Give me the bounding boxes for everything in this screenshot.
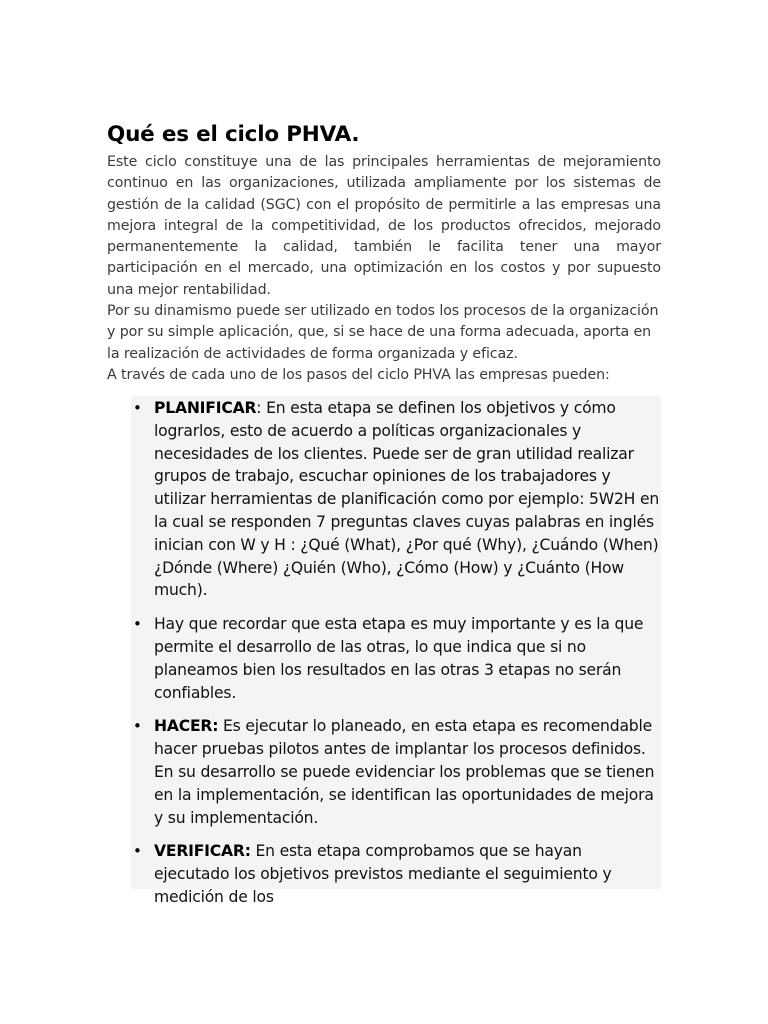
step-text: Hay que recordar que esta etapa es muy importante y es la que permite el desarrollo de las otras, lo que indica que si no planeamos bien los resultados en las otras 3 etapas no serán confiables.	[154, 615, 644, 702]
step-label: PLANIFICAR	[154, 399, 257, 417]
bullet-icon: •	[133, 399, 142, 417]
list-item-hacer	[131, 715, 661, 829]
step-text: : En esta etapa se definen los objetivos y cómo lograrlos, esto de acuerdo a políticas organizacionales y necesidades de los clientes. Puede ser de gran utilidad realizar grupos de trabajo, escuchar opiniones de los trabajadores y utilizar herramientas de planificación como por ejemplo: 5W2H en la cual se responden 7 preguntas claves cuyas palabras en inglés inician con W y H : ¿Qué (What), ¿Por qué (Why), ¿Cuándo (When) ¿Dónde (Where) ¿Quién (Who), ¿Cómo (How) y ¿Cuánto (How much).	[154, 399, 660, 600]
step-label: VERIFICAR:	[154, 842, 251, 861]
bullet-icon: •	[133, 842, 142, 861]
steps-intro-paragraph: A través de cada uno de los pasos del ciclo PHVA las empresas pueden:	[107, 366, 610, 383]
document-title: Qué es el ciclo PHVA.	[107, 122, 360, 147]
step-text: En esta etapa comprobamos que se hayan ejecutado los objetivos previstos mediante el seguimiento y medición de los	[154, 842, 612, 906]
step-label: HACER:	[154, 717, 219, 736]
bullet-icon: •	[133, 615, 142, 634]
step-text: Es ejecutar lo planeado, en esta etapa es recomendable hacer pruebas pilotos antes de implantar los procesos definidos. En su desarrollo se puede evidenciar los problemas que se tienen en la implementación, se identifican las oportunidades de mejora y su implementación.	[154, 717, 655, 827]
list-item-note	[131, 613, 661, 704]
intro-paragraph: Este ciclo constituye una de las principales herramientas de mejoramiento continuo en las organizaciones, utilizada ampliamente por los sistemas de gestión de la calidad (SGC) con el propósito de permitirle a las empresas una mejora integral de la competitividad, de los productos ofrecidos, mejorado permanentemente la calidad, también le facilita tener una mayor participación en el mercado, una optimización en los costos y por supuesto una mejor rentabilidad.	[107, 154, 661, 298]
phva-steps-list	[131, 396, 661, 909]
phva-steps-box	[131, 396, 661, 906]
dynamism-paragraph: Por su dinamismo puede ser utilizado en todos los procesos de la organización y por su simple aplicación, que, si se hace de una forma adecuada, aporta en la realización de actividades de forma organizada y eficaz.	[107, 303, 659, 362]
document-body	[107, 120, 661, 386]
bullet-icon: •	[133, 717, 142, 736]
list-item-verificar	[131, 840, 661, 908]
list-item-planificar	[131, 396, 661, 602]
